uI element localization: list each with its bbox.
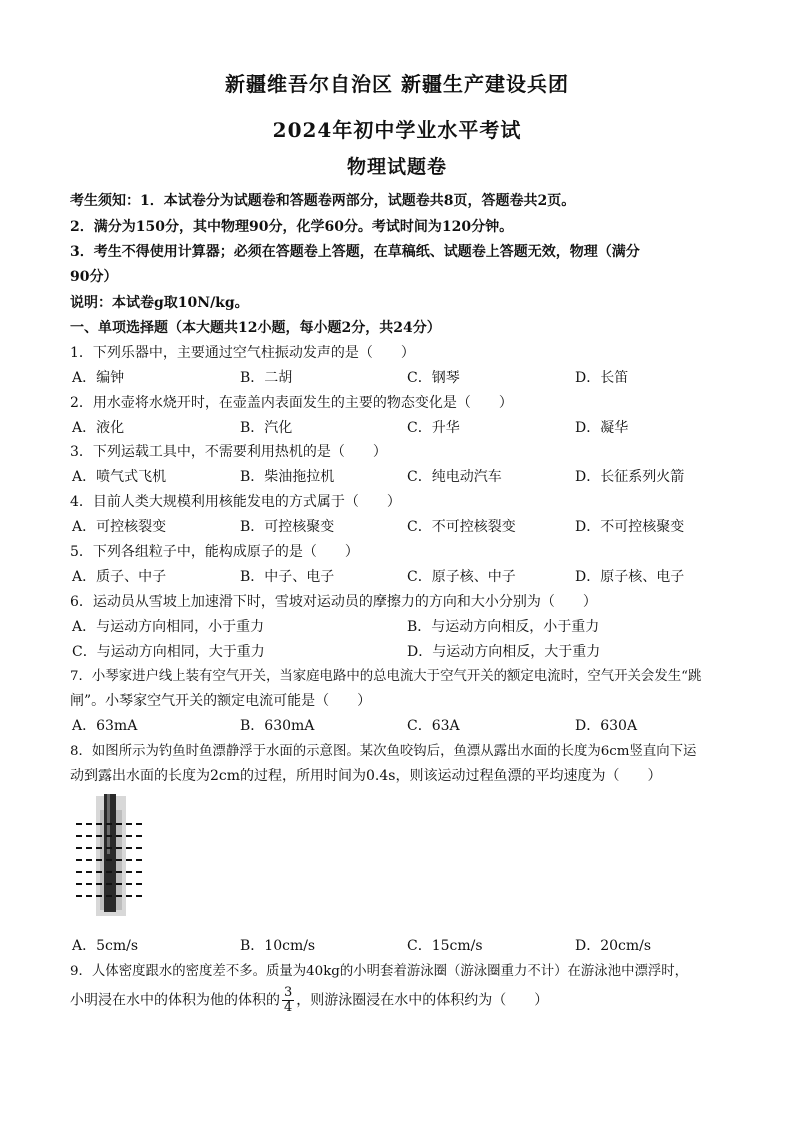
question-1-option-c: C．钢琴 [407,370,460,386]
question-6-option-a: A．与运动方向相同，小于重力 [72,619,265,635]
fishing-float-figure [74,790,146,920]
question-5-stem: 5．下列各组粒子中，能构成原子的是（ ） [70,544,359,560]
question-3-stem: 3．下列运载工具中，不需要利用热机的是（ ） [70,444,387,460]
question-5-option-b: B．中子、电子 [240,569,335,585]
question-8-stem-line1: 8．如图所示为钓鱼时鱼漂静浮于水面的示意图。某次鱼咬钩后，鱼漂从露出水面的长度为6cm竖直向下运 [70,744,697,759]
question-9-stem-line1: 9．人体密度跟水的密度差不多。质量为40kg的小明套着游泳圈（游泳圈重力不计）在游泳池中漂浮时， [70,964,689,979]
question-8-option-d: D．20cm/s [575,938,652,954]
question-7-option-c: C．63A [407,718,460,734]
question-4-stem: 4．目前人类大规模利用核能发电的方式属于（ ） [70,494,401,510]
question-7-stem-line1: 7．小琴家进户线上装有空气开关，当家庭电路中的总电流大于空气开关的额定电流时，空气开关会发生“跳 [70,669,702,684]
exam-year-title: 2024年初中学业水平考试 [272,118,522,142]
question-1-option-d: D．长笛 [575,370,629,386]
question-8-option-b: B．10cm/s [240,938,316,954]
question-1-option-b: B．二胡 [240,370,293,386]
question-3-option-d: D．长征系列火箭 [575,469,685,485]
question-8-option-a: A．5cm/s [72,938,139,954]
exam-region-title: 新疆维吾尔自治区 新疆生产建设兵团 [225,72,569,96]
exam-subject-title: 物理试题卷 [346,156,447,178]
question-2-option-c: C．升华 [407,420,460,436]
question-9-stem-part2: ，则游泳圈浸在水中的体积约为（ ） [296,992,549,1009]
question-1-option-a: A．编钟 [72,370,125,386]
question-8-stem-line2: 动到露出水面的长度为2cm的过程，所用时间为0.4s，则该运动过程鱼漂的平均速度为（ ） [70,768,662,784]
question-2-stem: 2．用水壶将水烧开时，在壶盖内表面发生的主要的物态变化是（ ） [70,395,513,411]
question-3-option-b: B．柴油拖拉机 [240,469,335,485]
fraction-three-quarters [282,986,294,1015]
fraction-denominator: 4 [284,1000,293,1015]
candidate-note-2: 2．满分为150分，其中物理90分，化学60分。考试时间为120分钟。 [70,219,514,235]
candidate-note-3b: 90分） [70,269,118,285]
question-2-option-b: B．汽化 [240,420,293,436]
question-7-option-a: A．63mA [72,718,138,734]
question-5-option-d: D．原子核、电子 [575,569,685,585]
question-6-option-d: D．与运动方向相反，大于重力 [407,644,601,660]
exam-explanation: 说明：本试卷g取10N/kg。 [70,295,249,311]
question-1-stem: 1．下列乐器中，主要通过空气柱振动发声的是（ ） [70,345,415,361]
question-5-option-c: C．原子核、中子 [407,569,516,585]
fraction-numerator: 3 [284,985,293,1000]
question-3-option-a: A．喷气式飞机 [72,469,167,485]
question-4-option-d: D．不可控核聚变 [575,519,685,535]
question-6-option-c: C．与运动方向相同，大于重力 [72,644,265,660]
question-7-option-b: B．630mA [240,718,315,734]
question-9-stem-line2 [70,986,548,1015]
candidate-note-3a: 3．考生不得使用计算器；必须在答题卷上答题，在草稿纸、试题卷上答题无效，物理（满分 [70,244,640,260]
question-2-option-d: D．凝华 [575,420,629,436]
question-9-stem-part1: 小明浸在水中的体积为他的体积的 [70,992,280,1009]
section-heading: 一、单项选择题（本大题共12小题，每小题2分，共24分） [70,320,441,336]
candidate-note-1: 考生须知：1．本试卷分为试题卷和答题卷两部分，试题卷共8页，答题卷共2页。 [70,193,576,209]
question-8-option-c: C．15cm/s [407,938,483,954]
question-7-option-d: D．630A [575,718,638,734]
question-4-option-a: A．可控核裂变 [72,519,167,535]
question-4-option-c: C．不可控核裂变 [407,519,516,535]
question-7-stem-line2: 闸”。小琴家空气开关的额定电流可能是（ ） [70,693,372,709]
question-3-option-c: C．纯电动汽车 [407,469,502,485]
question-4-option-b: B．可控核聚变 [240,519,335,535]
question-6-stem: 6．运动员从雪坡上加速滑下时，雪坡对运动员的摩擦力的方向和大小分别为（ ） [70,594,597,610]
question-2-option-a: A．液化 [72,420,125,436]
question-6-option-b: B．与运动方向相反，小于重力 [407,619,600,635]
question-5-option-a: A．质子、中子 [72,569,167,585]
